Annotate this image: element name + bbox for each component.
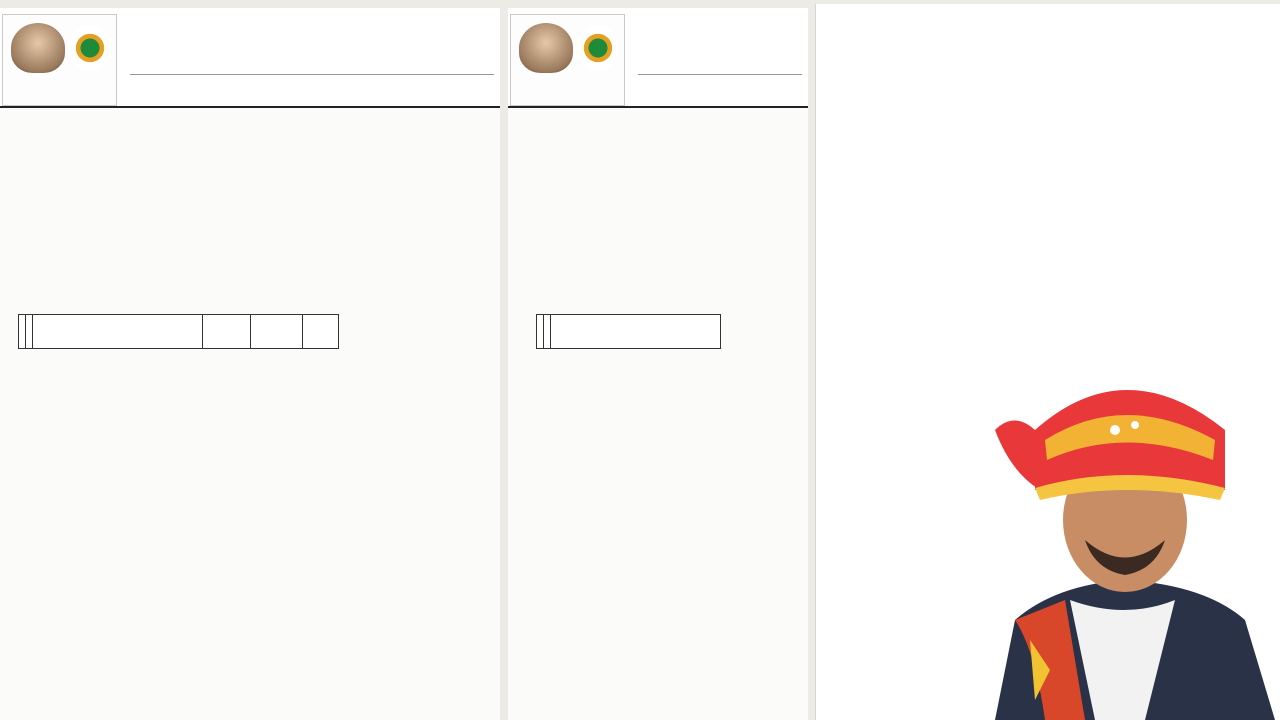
form-subtitle	[130, 74, 494, 81]
header-serial	[19, 315, 26, 349]
nrega-emblem-icon	[577, 25, 619, 71]
form-header	[0, 8, 500, 108]
header-serial	[537, 315, 544, 349]
leader-portrait	[975, 370, 1280, 720]
nrega-logo	[510, 14, 625, 106]
application-form-right	[508, 8, 808, 720]
table-header-row	[19, 315, 339, 349]
nrega-logo	[2, 14, 117, 106]
header-details	[33, 315, 203, 349]
header-agency	[251, 315, 303, 349]
gandhi-portrait	[519, 23, 573, 73]
header-selected	[303, 315, 339, 349]
header-amount	[203, 315, 251, 349]
header-details	[551, 315, 721, 349]
gandhi-portrait	[11, 23, 65, 73]
application-form-left	[0, 8, 500, 720]
header-work-type	[544, 315, 551, 349]
header-work-type	[26, 315, 33, 349]
form-subtitle	[638, 74, 802, 81]
nrega-emblem-icon	[69, 25, 111, 71]
table-header-row	[537, 315, 721, 349]
work-type-table	[536, 314, 721, 349]
work-type-table	[18, 314, 339, 349]
form-header	[508, 8, 808, 108]
